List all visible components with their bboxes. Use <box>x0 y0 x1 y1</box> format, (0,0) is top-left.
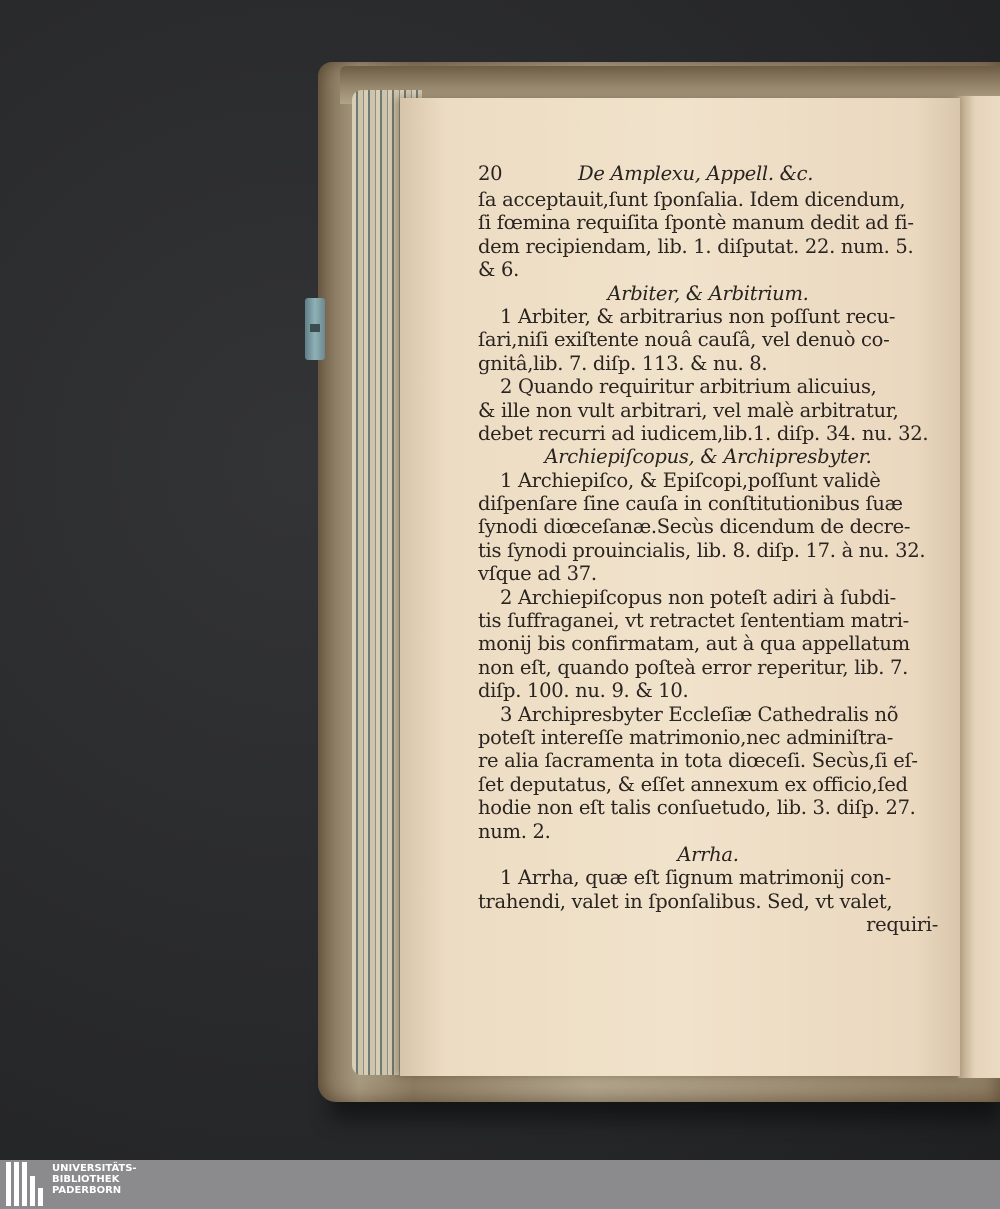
text-line: & ille non vult arbitrari, vel malè arbitratur, <box>478 398 899 422</box>
section-heading: Arbiter, & Arbitrium. <box>607 281 809 305</box>
library-logo-text <box>52 1163 137 1196</box>
text-line: requiri- <box>866 913 938 937</box>
text-line: non eſt, quando poſteà error reperitur, lib. 7. <box>478 655 909 679</box>
text-line: ſari,niſi exiſtente nouâ cauſâ, vel denuò co- <box>478 328 890 352</box>
page-text <box>478 160 938 937</box>
text-line: diſp. 100. nu. 9. & 10. <box>478 679 689 703</box>
book-clasp <box>305 298 325 360</box>
text-line: hodie non eſt talis conſuetudo, lib. 3. diſp. 27. <box>478 796 916 820</box>
running-head-title: De Amplexu, Appell. &c. <box>578 162 814 186</box>
text-line: re alia ſacramenta in tota diœceſi. Secùs,ſi eſ- <box>478 749 918 773</box>
text-line: ſynodi diœceſanæ.Secùs dicendum de decre- <box>478 515 911 539</box>
text-line: tis ſynodi prouincialis, lib. 8. diſp. 17. à nu. 32. <box>478 538 926 562</box>
text-line: gnitâ,lib. 7. diſp. 113. & nu. 8. <box>478 351 768 375</box>
section-heading: Archiepiſcopus, & Archipresbyter. <box>544 445 872 469</box>
text-line: tis ſuffraganei, vt retractet ſententiam matri- <box>478 609 909 633</box>
text-line: trahendi, valet in ſponſalibus. Sed, vt valet, <box>478 889 893 913</box>
library-logo-icon <box>6 1162 46 1206</box>
facing-page-edge <box>958 96 1000 1078</box>
text-line: diſpenſare ſine cauſa in conſtitutionibus ſuæ <box>478 492 903 516</box>
logo-line: BIBLIOTHEK <box>52 1174 120 1185</box>
text-line: dem recipiendam, lib. 1. diſputat. 22. num. 5. <box>478 234 914 258</box>
text-line: debet recurri ad iudicem,lib.1. diſp. 34. nu. 32. <box>478 421 929 445</box>
section-heading: Arrha. <box>677 842 739 866</box>
text-line: ſa acceptauit,ſunt ſponſalia. Idem dicendum, <box>478 188 906 211</box>
running-header <box>478 160 938 188</box>
text-line: ſi fœmina requiſita ſpontè manum dedit ad fi- <box>478 211 914 235</box>
text-line: ſet deputatus, & eſſet annexum ex officio,ſed <box>478 772 908 796</box>
text-line: poteſt intereſſe matrimonio,nec adminiſtra- <box>478 725 894 749</box>
text-line: 2 Archiepiſcopus non poteſt adiri à ſubdi- <box>500 585 896 609</box>
text-line: 2 Quando requiritur arbitrium alicuius, <box>500 375 877 399</box>
library-footer-bar <box>0 1160 1000 1209</box>
text-line: 3 Archipresbyter Eccleſiæ Cathedralis nõ <box>500 702 899 726</box>
text-line: monij bis confirmatam, aut à qua appellatum <box>478 632 910 656</box>
logo-line: PADERBORN <box>52 1185 122 1196</box>
text-line: num. 2. <box>478 819 551 843</box>
text-line: & 6. <box>478 258 519 282</box>
text-line: vſque ad 37. <box>478 562 597 586</box>
text-line: 1 Archiepiſco, & Epiſcopi,poſſunt validè <box>500 468 881 492</box>
page-number: 20 <box>478 162 503 186</box>
body-text <box>478 188 938 937</box>
text-line: 1 Arbiter, & arbitrarius non poſſunt recu- <box>500 304 896 328</box>
text-line: 1 Arrha, quæ eſt ſignum matrimonij con- <box>500 866 891 890</box>
logo-line: UNIVERSITÄTS- <box>52 1163 137 1174</box>
